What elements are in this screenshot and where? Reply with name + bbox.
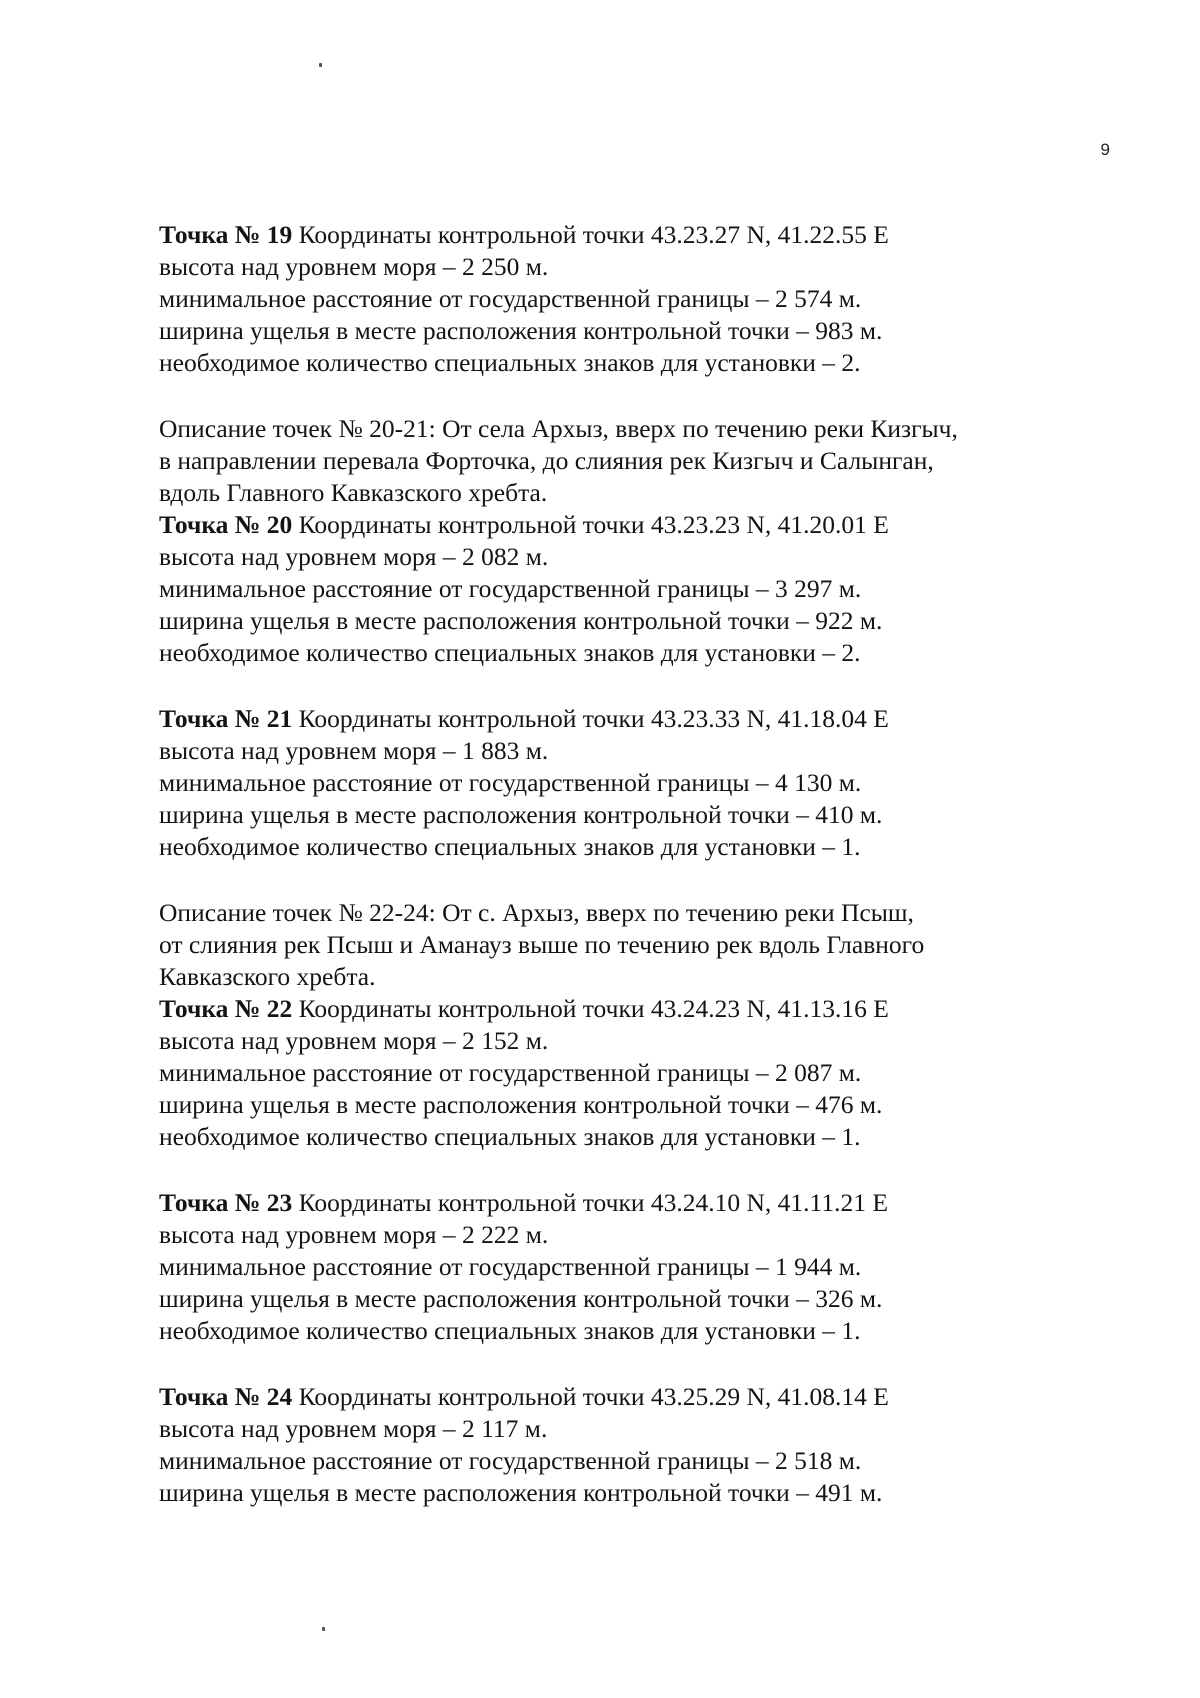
point-22-coordinates: Координаты контрольной точки 43.24.23 N, 41.13.16 E bbox=[292, 994, 889, 1023]
point-19-border-distance: минимальное расстояние от государственной границы – 2 574 м. bbox=[159, 284, 862, 313]
point-21-coordinates: Координаты контрольной точки 43.23.33 N, 41.18.04 E bbox=[292, 704, 889, 733]
description-20-21-line-1: Описание точек № 20-21: От села Архыз, вверх по течению реки Кизгыч, bbox=[159, 414, 958, 443]
point-21-block bbox=[159, 703, 1059, 863]
point-23-signs-count: необходимое количество специальных знаков для установки – 1. bbox=[159, 1316, 861, 1345]
description-20-21-block bbox=[159, 413, 1059, 509]
description-22-24-block bbox=[159, 897, 1059, 993]
point-24-block bbox=[159, 1381, 1059, 1509]
point-24-label: Точка № 24 bbox=[159, 1382, 293, 1411]
point-22-gorge-width: ширина ущелья в месте расположения контрольной точки – 476 м. bbox=[159, 1090, 883, 1119]
paragraph-gap bbox=[159, 1153, 1059, 1187]
point-19-block bbox=[159, 219, 1059, 379]
point-23-gorge-width: ширина ущелья в месте расположения контрольной точки – 326 м. bbox=[159, 1284, 883, 1313]
description-22-24-line-1: Описание точек № 22-24: От с. Архыз, вверх по течению реки Псыш, bbox=[159, 898, 914, 927]
point-20-gorge-width: ширина ущелья в месте расположения контрольной точки – 922 м. bbox=[159, 606, 883, 635]
page-number: 9 bbox=[1100, 140, 1110, 159]
scan-speck bbox=[322, 1627, 325, 1631]
point-21-altitude: высота над уровнем моря – 1 883 м. bbox=[159, 736, 549, 765]
point-23-label: Точка № 23 bbox=[159, 1188, 293, 1217]
point-20-signs-count: необходимое количество специальных знаков для установки – 2. bbox=[159, 638, 861, 667]
point-19-signs-count: необходимое количество специальных знаков для установки – 2. bbox=[159, 348, 861, 377]
point-20-label: Точка № 20 bbox=[159, 510, 293, 539]
point-20-altitude: высота над уровнем моря – 2 082 м. bbox=[159, 542, 549, 571]
point-22-altitude: высота над уровнем моря – 2 152 м. bbox=[159, 1026, 549, 1055]
point-24-coordinates: Координаты контрольной точки 43.25.29 N, 41.08.14 E bbox=[292, 1382, 889, 1411]
point-20-coordinates: Координаты контрольной точки 43.23.23 N, 41.20.01 E bbox=[292, 510, 889, 539]
point-23-block bbox=[159, 1187, 1059, 1347]
point-19-label: Точка № 19 bbox=[159, 220, 293, 249]
point-22-block bbox=[159, 993, 1059, 1153]
paragraph-gap bbox=[159, 379, 1059, 413]
point-24-border-distance: минимальное расстояние от государственной границы – 2 518 м. bbox=[159, 1446, 862, 1475]
point-24-altitude: высота над уровнем моря – 2 117 м. bbox=[159, 1414, 548, 1443]
point-19-heading-line bbox=[159, 219, 1059, 251]
point-19-coordinates: Координаты контрольной точки 43.23.27 N, 41.22.55 E bbox=[292, 220, 889, 249]
point-19-gorge-width: ширина ущелья в месте расположения контрольной точки – 983 м. bbox=[159, 316, 883, 345]
point-24-heading-line bbox=[159, 1381, 1059, 1413]
paragraph-gap bbox=[159, 669, 1059, 703]
point-19-altitude: высота над уровнем моря – 2 250 м. bbox=[159, 252, 549, 281]
point-21-signs-count: необходимое количество специальных знаков для установки – 1. bbox=[159, 832, 861, 861]
point-21-heading-line bbox=[159, 703, 1059, 735]
point-24-gorge-width: ширина ущелья в месте расположения контрольной точки – 491 м. bbox=[159, 1478, 883, 1507]
description-22-24-line-2: от слияния рек Псыш и Аманауз выше по течению рек вдоль Главного bbox=[159, 930, 925, 959]
point-21-gorge-width: ширина ущелья в месте расположения контрольной точки – 410 м. bbox=[159, 800, 883, 829]
scan-speck bbox=[319, 63, 322, 67]
point-22-border-distance: минимальное расстояние от государственной границы – 2 087 м. bbox=[159, 1058, 862, 1087]
description-20-21-line-2: в направлении перевала Форточка, до слияния рек Кизгыч и Салынган, bbox=[159, 446, 934, 475]
paragraph-gap bbox=[159, 863, 1059, 897]
point-22-heading-line bbox=[159, 993, 1059, 1025]
point-22-signs-count: необходимое количество специальных знаков для установки – 1. bbox=[159, 1122, 861, 1151]
point-23-coordinates: Координаты контрольной точки 43.24.10 N, 41.11.21 E bbox=[292, 1188, 888, 1217]
point-20-border-distance: минимальное расстояние от государственной границы – 3 297 м. bbox=[159, 574, 862, 603]
document-body bbox=[159, 219, 1059, 1509]
description-20-21-line-3: вдоль Главного Кавказского хребта. bbox=[159, 478, 548, 507]
point-23-heading-line bbox=[159, 1187, 1059, 1219]
description-22-24-line-3: Кавказского хребта. bbox=[159, 962, 376, 991]
paragraph-gap bbox=[159, 1347, 1059, 1381]
point-21-border-distance: минимальное расстояние от государственной границы – 4 130 м. bbox=[159, 768, 862, 797]
point-20-block bbox=[159, 509, 1059, 669]
point-23-border-distance: минимальное расстояние от государственной границы – 1 944 м. bbox=[159, 1252, 862, 1281]
point-20-heading-line bbox=[159, 509, 1059, 541]
point-22-label: Точка № 22 bbox=[159, 994, 293, 1023]
point-21-label: Точка № 21 bbox=[159, 704, 293, 733]
point-23-altitude: высота над уровнем моря – 2 222 м. bbox=[159, 1220, 549, 1249]
